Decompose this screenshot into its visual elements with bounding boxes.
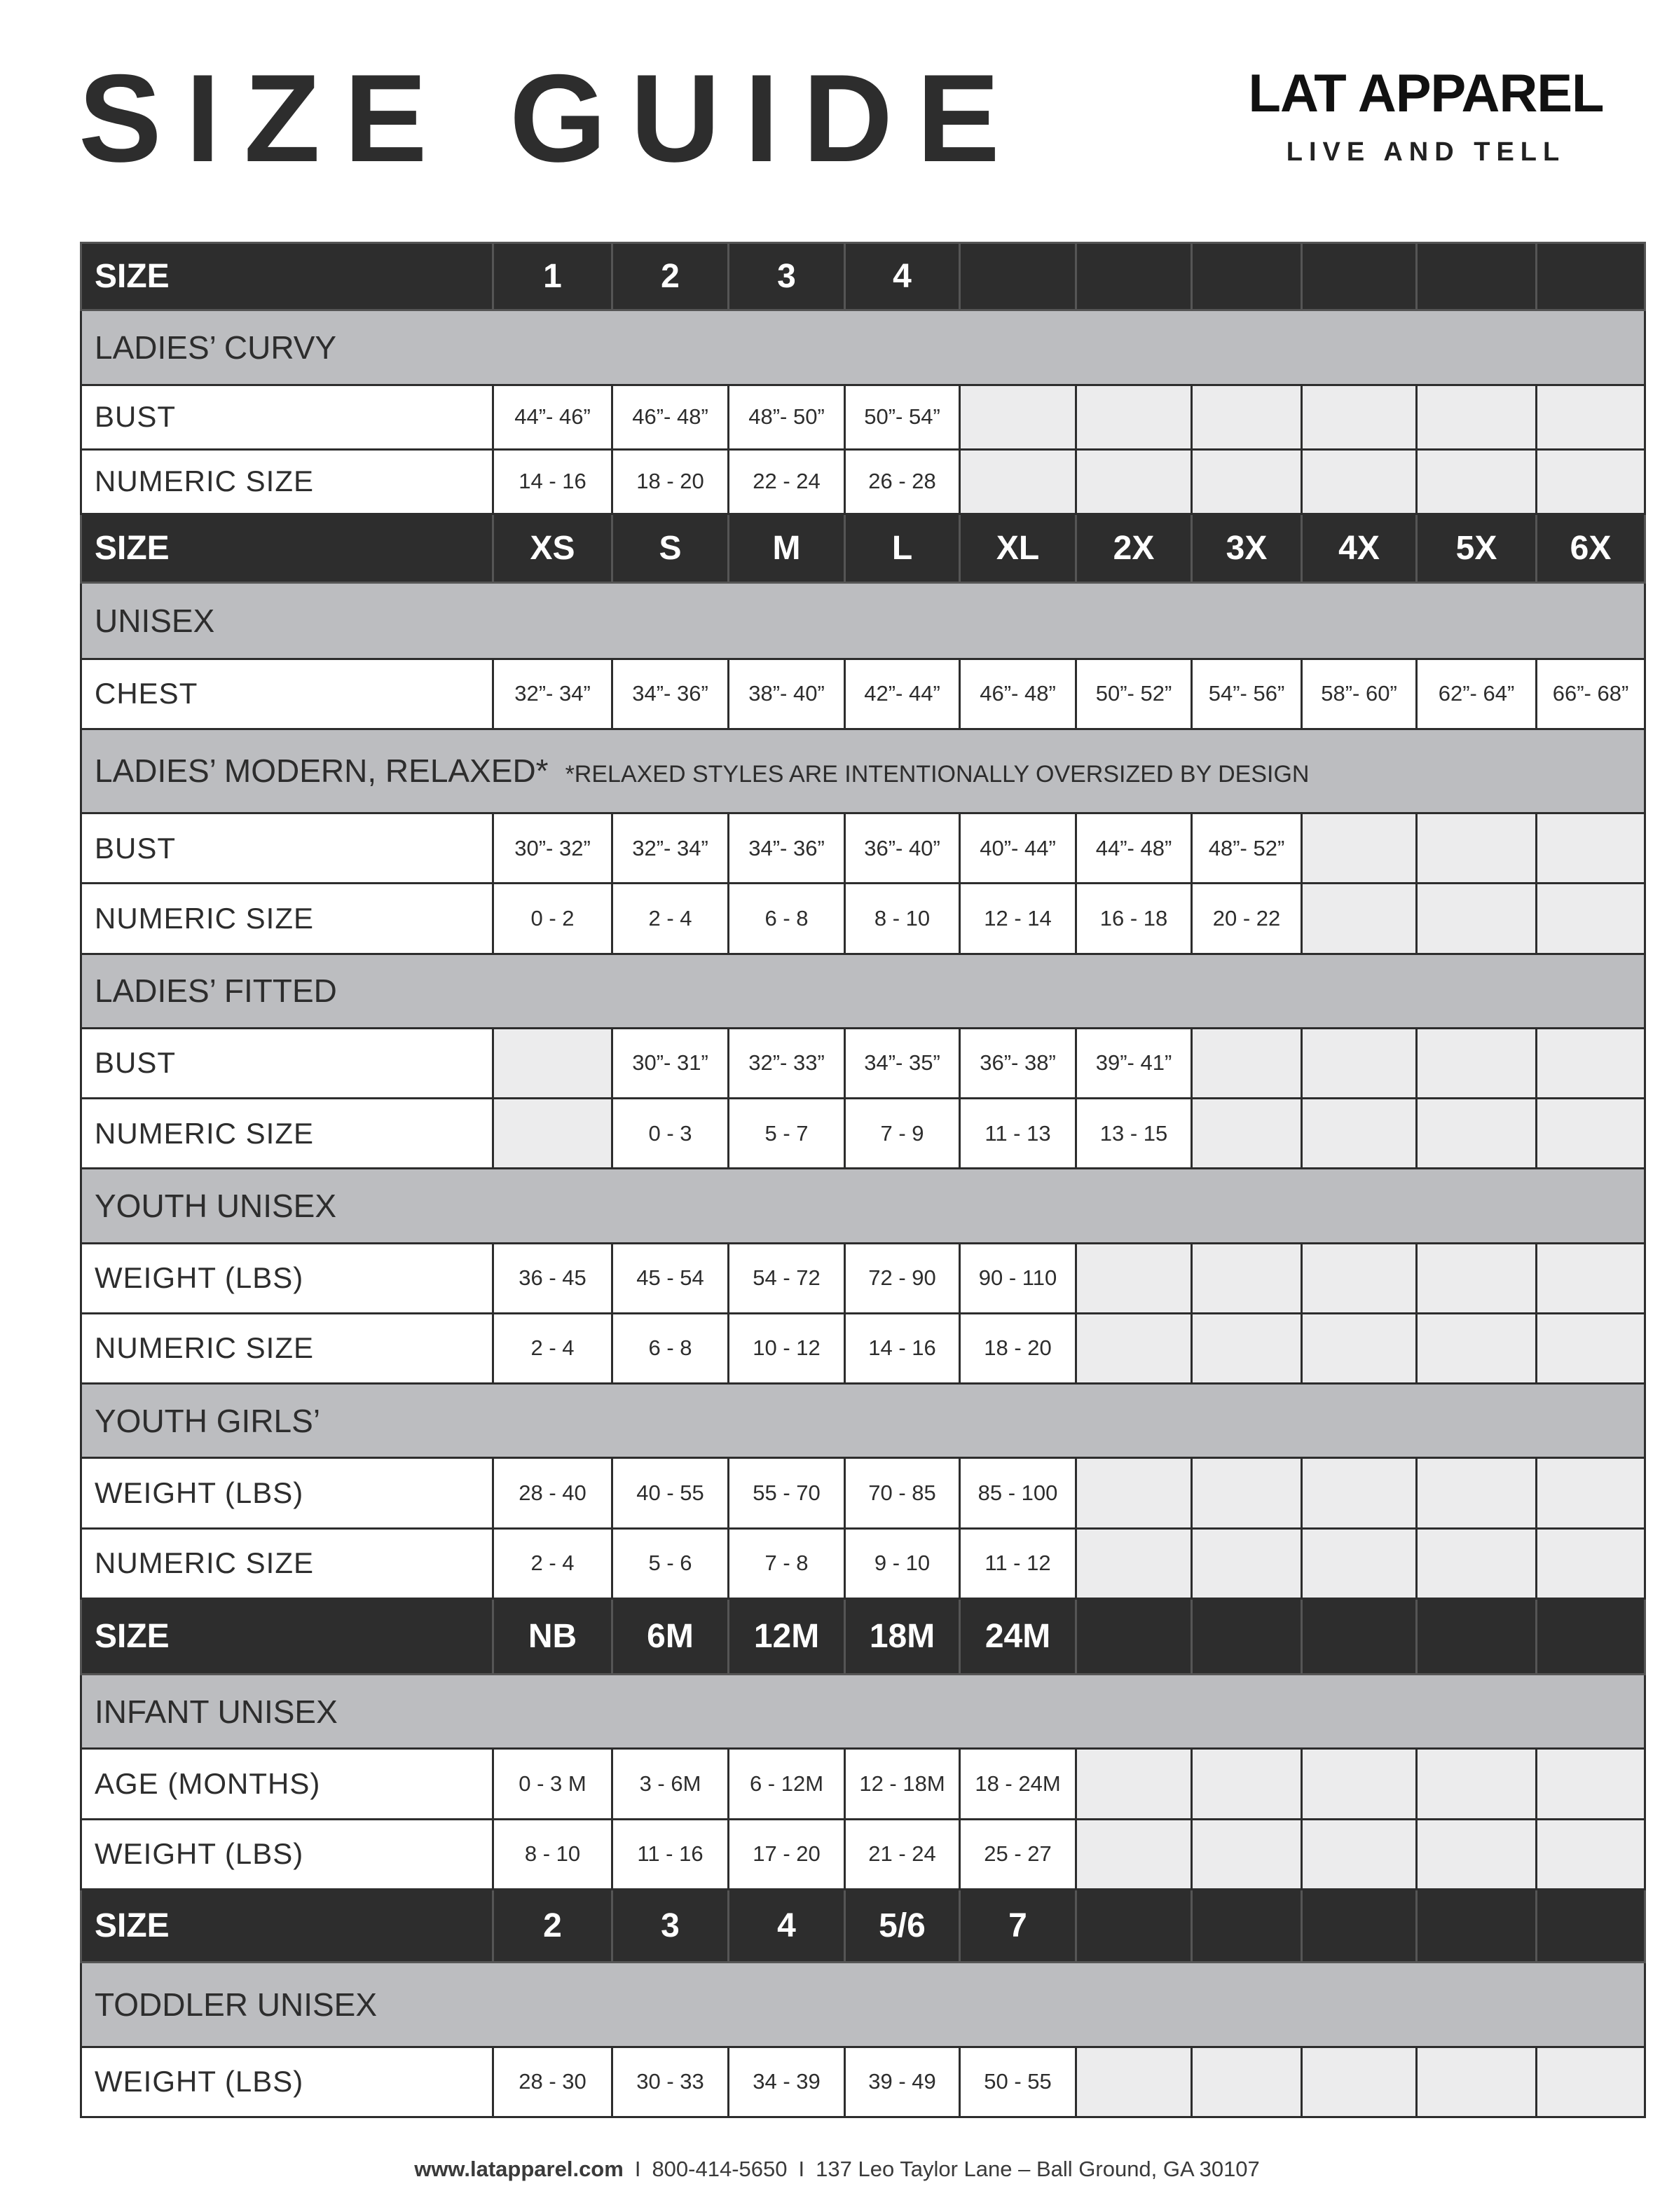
size-label: SIZE <box>81 1889 493 1962</box>
table-cell: 28 - 30 <box>493 2047 612 2117</box>
table-cell: 50 - 55 <box>960 2047 1076 2117</box>
row-label: WEIGHT (LBS) <box>81 1458 493 1528</box>
table-cell: 14 - 16 <box>845 1313 960 1383</box>
table-cell: 32”- 33” <box>729 1028 845 1098</box>
table-cell: 36”- 40” <box>845 813 960 884</box>
empty-cell <box>1192 1243 1302 1313</box>
empty-cell <box>1417 1099 1537 1169</box>
size-header-row <box>81 1598 1645 1674</box>
empty-cell <box>1537 1028 1645 1098</box>
empty-cell <box>1076 1749 1192 1819</box>
empty-cell <box>1076 449 1192 514</box>
empty-cell <box>1192 1313 1302 1383</box>
empty-cell <box>493 1028 612 1098</box>
table-cell: 18 - 20 <box>960 1313 1076 1383</box>
empty-cell <box>1417 1028 1537 1098</box>
footer-separator: I <box>798 2157 805 2181</box>
table-cell: 5 - 6 <box>612 1528 729 1598</box>
empty-cell <box>1302 1458 1417 1528</box>
empty-cell <box>1302 449 1417 514</box>
section-title-text: YOUTH GIRLS’ <box>95 1402 321 1439</box>
table-cell: 32”- 34” <box>612 813 729 884</box>
table-cell: 3 - 6M <box>612 1749 729 1819</box>
row-label: BUST <box>81 813 493 884</box>
empty-cell <box>1076 1819 1192 1889</box>
table-cell: 46”- 48” <box>960 659 1076 729</box>
empty-cell <box>1192 1819 1302 1889</box>
table-cell: 38”- 40” <box>729 659 845 729</box>
table-row <box>81 1749 1645 1819</box>
size-value: 2X <box>1076 514 1192 582</box>
size-value <box>1537 1889 1645 1962</box>
table-cell: 28 - 40 <box>493 1458 612 1528</box>
row-label: NUMERIC SIZE <box>81 1528 493 1598</box>
empty-cell <box>1417 1819 1537 1889</box>
empty-cell <box>1302 1528 1417 1598</box>
table-cell: 45 - 54 <box>612 1243 729 1313</box>
table-cell: 48”- 52” <box>1192 813 1302 884</box>
empty-cell <box>1192 2047 1302 2117</box>
empty-cell <box>1192 1749 1302 1819</box>
table-cell: 34”- 35” <box>845 1028 960 1098</box>
empty-cell <box>960 449 1076 514</box>
table-row <box>81 385 1645 449</box>
footer-address: 137 Leo Taylor Lane – Ball Ground, GA 30107 <box>816 2157 1260 2181</box>
table-cell: 10 - 12 <box>729 1313 845 1383</box>
empty-cell <box>1537 385 1645 449</box>
size-value: S <box>612 514 729 582</box>
size-header-row <box>81 243 1645 310</box>
brand-name: LAT APPAREL <box>1248 64 1604 123</box>
row-label: WEIGHT (LBS) <box>81 1819 493 1889</box>
table-row <box>81 813 1645 884</box>
table-row <box>81 884 1645 954</box>
size-value: XS <box>493 514 612 582</box>
empty-cell <box>1302 385 1417 449</box>
empty-cell <box>1537 1819 1645 1889</box>
size-header-row <box>81 514 1645 582</box>
table-cell: 66”- 68” <box>1537 659 1645 729</box>
size-value <box>1192 1598 1302 1674</box>
size-value: M <box>729 514 845 582</box>
table-cell: 18 - 20 <box>612 449 729 514</box>
table-cell: 34 - 39 <box>729 2047 845 2117</box>
empty-cell <box>1537 1099 1645 1169</box>
section-title-text: LADIES’ CURVY <box>95 329 337 366</box>
table-cell: 34”- 36” <box>729 813 845 884</box>
empty-cell <box>1076 1458 1192 1528</box>
size-value: 2 <box>493 1889 612 1962</box>
footer <box>0 2157 1674 2182</box>
size-value: 12M <box>729 1598 845 1674</box>
size-value <box>960 243 1076 310</box>
table-cell: 36”- 38” <box>960 1028 1076 1098</box>
section-header-row <box>81 1675 1645 1749</box>
table-cell: 26 - 28 <box>845 449 960 514</box>
size-label: SIZE <box>81 514 493 582</box>
table-cell: 30”- 31” <box>612 1028 729 1098</box>
size-value <box>1192 1889 1302 1962</box>
section-header-row <box>81 1963 1645 2047</box>
table-row <box>81 1313 1645 1383</box>
table-row <box>81 659 1645 729</box>
table-cell: 6 - 8 <box>612 1313 729 1383</box>
section-title-text: LADIES’ MODERN, RELAXED* <box>95 753 549 790</box>
size-value: 4 <box>729 1889 845 1962</box>
table-cell: 34”- 36” <box>612 659 729 729</box>
table-cell: 58”- 60” <box>1302 659 1417 729</box>
table-cell: 54 - 72 <box>729 1243 845 1313</box>
size-value: 1 <box>493 243 612 310</box>
empty-cell <box>1302 1313 1417 1383</box>
empty-cell <box>1302 2047 1417 2117</box>
table-cell: 11 - 12 <box>960 1528 1076 1598</box>
section-header-row <box>81 729 1645 813</box>
size-value: 3 <box>729 243 845 310</box>
size-value: 18M <box>845 1598 960 1674</box>
row-label: CHEST <box>81 659 493 729</box>
table-cell: 54”- 56” <box>1192 659 1302 729</box>
row-label: BUST <box>81 1028 493 1098</box>
row-label: WEIGHT (LBS) <box>81 2047 493 2117</box>
table-cell: 32”- 34” <box>493 659 612 729</box>
empty-cell <box>1417 813 1537 884</box>
table-cell: 40”- 44” <box>960 813 1076 884</box>
empty-cell <box>1537 2047 1645 2117</box>
empty-cell <box>1302 884 1417 954</box>
size-value: XL <box>960 514 1076 582</box>
empty-cell <box>1417 449 1537 514</box>
table-cell: 48”- 50” <box>729 385 845 449</box>
section-title <box>81 310 1645 385</box>
empty-cell <box>1076 1313 1192 1383</box>
empty-cell <box>1192 1099 1302 1169</box>
empty-cell <box>1417 1313 1537 1383</box>
size-value: 3X <box>1192 514 1302 582</box>
size-value <box>1537 243 1645 310</box>
empty-cell <box>1192 385 1302 449</box>
table-cell: 50”- 52” <box>1076 659 1192 729</box>
table-cell: 13 - 15 <box>1076 1099 1192 1169</box>
size-value <box>1537 1598 1645 1674</box>
size-value <box>1076 1889 1192 1962</box>
section-title <box>81 583 1645 659</box>
table-cell: 40 - 55 <box>612 1458 729 1528</box>
section-title-text: UNISEX <box>95 602 215 639</box>
section-title <box>81 729 1645 813</box>
size-header-row <box>81 1889 1645 1962</box>
table-cell: 12 - 14 <box>960 884 1076 954</box>
section-header-row <box>81 954 1645 1028</box>
row-label: BUST <box>81 385 493 449</box>
footer-website[interactable]: www.latapparel.com <box>414 2157 624 2181</box>
empty-cell <box>1417 1243 1537 1313</box>
section-header-row <box>81 310 1645 385</box>
section-note: *RELAXED STYLES ARE INTENTIONALLY OVERSIZED BY DESIGN <box>565 761 1310 788</box>
empty-cell <box>1076 2047 1192 2117</box>
empty-cell <box>1417 1458 1537 1528</box>
size-value: 7 <box>960 1889 1076 1962</box>
row-label: WEIGHT (LBS) <box>81 1243 493 1313</box>
section-header-row <box>81 1169 1645 1243</box>
empty-cell <box>1192 1458 1302 1528</box>
size-value: 24M <box>960 1598 1076 1674</box>
row-label: NUMERIC SIZE <box>81 1313 493 1383</box>
section-title-text: LADIES’ FITTED <box>95 973 337 1010</box>
brand-tagline: LIVE AND TELL <box>1286 137 1566 167</box>
brand-logo <box>1209 64 1643 167</box>
empty-cell <box>1537 449 1645 514</box>
empty-cell <box>1417 2047 1537 2117</box>
size-value <box>1302 243 1417 310</box>
table-cell: 42”- 44” <box>845 659 960 729</box>
empty-cell <box>1076 1243 1192 1313</box>
empty-cell <box>1537 1313 1645 1383</box>
empty-cell <box>960 385 1076 449</box>
size-guide-table <box>80 242 1646 2118</box>
table-cell: 18 - 24M <box>960 1749 1076 1819</box>
table-cell: 2 - 4 <box>493 1313 612 1383</box>
empty-cell <box>1302 1819 1417 1889</box>
section-title <box>81 1384 1645 1458</box>
table-cell: 6 - 12M <box>729 1749 845 1819</box>
empty-cell <box>1192 1028 1302 1098</box>
table-cell: 9 - 10 <box>845 1528 960 1598</box>
empty-cell <box>1417 884 1537 954</box>
table-cell: 5 - 7 <box>729 1099 845 1169</box>
size-value: 4X <box>1302 514 1417 582</box>
table-row <box>81 1099 1645 1169</box>
section-title <box>81 1963 1645 2047</box>
table-cell: 8 - 10 <box>845 884 960 954</box>
empty-cell <box>1302 1243 1417 1313</box>
section-title-text: INFANT UNISEX <box>95 1693 338 1730</box>
size-value: 6X <box>1537 514 1645 582</box>
table-cell: 44”- 46” <box>493 385 612 449</box>
table-cell: 0 - 3 M <box>493 1749 612 1819</box>
table-row <box>81 1819 1645 1889</box>
table-cell: 14 - 16 <box>493 449 612 514</box>
size-label: SIZE <box>81 1598 493 1674</box>
footer-phone: 800-414-5650 <box>652 2157 788 2181</box>
section-title-text: YOUTH UNISEX <box>95 1187 337 1224</box>
section-title-text: TODDLER UNISEX <box>95 1986 378 2023</box>
table-cell: 0 - 2 <box>493 884 612 954</box>
empty-cell <box>1302 1099 1417 1169</box>
empty-cell <box>1417 1749 1537 1819</box>
empty-cell <box>493 1099 612 1169</box>
empty-cell <box>1537 884 1645 954</box>
size-value <box>1417 1889 1537 1962</box>
empty-cell <box>1302 813 1417 884</box>
empty-cell <box>1192 1528 1302 1598</box>
table-row <box>81 2047 1645 2117</box>
table-row <box>81 1458 1645 1528</box>
size-value: 6M <box>612 1598 729 1674</box>
section-title <box>81 1169 1645 1243</box>
table-cell: 85 - 100 <box>960 1458 1076 1528</box>
empty-cell <box>1076 385 1192 449</box>
size-value <box>1302 1598 1417 1674</box>
table-cell: 16 - 18 <box>1076 884 1192 954</box>
table-cell: 2 - 4 <box>493 1528 612 1598</box>
empty-cell <box>1417 1528 1537 1598</box>
empty-cell <box>1076 1528 1192 1598</box>
table-cell: 50”- 54” <box>845 385 960 449</box>
table-cell: 30”- 32” <box>493 813 612 884</box>
table-cell: 0 - 3 <box>612 1099 729 1169</box>
empty-cell <box>1302 1028 1417 1098</box>
size-value: 2 <box>612 243 729 310</box>
size-value: 3 <box>612 1889 729 1962</box>
table-row <box>81 1028 1645 1098</box>
size-value: NB <box>493 1598 612 1674</box>
table-cell: 11 - 16 <box>612 1819 729 1889</box>
row-label: NUMERIC SIZE <box>81 1099 493 1169</box>
table-cell: 30 - 33 <box>612 2047 729 2117</box>
table-cell: 36 - 45 <box>493 1243 612 1313</box>
section-title <box>81 954 1645 1028</box>
table-cell: 11 - 13 <box>960 1099 1076 1169</box>
size-label: SIZE <box>81 243 493 310</box>
table-cell: 62”- 64” <box>1417 659 1537 729</box>
section-header-row <box>81 1384 1645 1458</box>
table-cell: 55 - 70 <box>729 1458 845 1528</box>
section-title <box>81 1675 1645 1749</box>
size-value: L <box>845 514 960 582</box>
table-row <box>81 1243 1645 1313</box>
table-cell: 6 - 8 <box>729 884 845 954</box>
size-value <box>1192 243 1302 310</box>
table-cell: 22 - 24 <box>729 449 845 514</box>
empty-cell <box>1537 1243 1645 1313</box>
table-cell: 39”- 41” <box>1076 1028 1192 1098</box>
row-label: NUMERIC SIZE <box>81 449 493 514</box>
empty-cell <box>1192 449 1302 514</box>
empty-cell <box>1302 1749 1417 1819</box>
table-row <box>81 1528 1645 1598</box>
table-cell: 7 - 9 <box>845 1099 960 1169</box>
empty-cell <box>1537 1458 1645 1528</box>
footer-separator: I <box>634 2157 641 2181</box>
empty-cell <box>1537 1749 1645 1819</box>
section-header-row <box>81 583 1645 659</box>
page-title: SIZE GUIDE <box>78 48 1024 188</box>
table-cell: 2 - 4 <box>612 884 729 954</box>
table-cell: 44”- 48” <box>1076 813 1192 884</box>
empty-cell <box>1537 813 1645 884</box>
row-label: AGE (MONTHS) <box>81 1749 493 1819</box>
table-cell: 21 - 24 <box>845 1819 960 1889</box>
table-cell: 17 - 20 <box>729 1819 845 1889</box>
table-cell: 72 - 90 <box>845 1243 960 1313</box>
size-value <box>1417 1598 1537 1674</box>
size-value: 5X <box>1417 514 1537 582</box>
empty-cell <box>1417 385 1537 449</box>
table-cell: 70 - 85 <box>845 1458 960 1528</box>
table-cell: 8 - 10 <box>493 1819 612 1889</box>
table-cell: 12 - 18M <box>845 1749 960 1819</box>
table-cell: 90 - 110 <box>960 1243 1076 1313</box>
size-value: 5/6 <box>845 1889 960 1962</box>
size-value <box>1076 1598 1192 1674</box>
table-cell: 7 - 8 <box>729 1528 845 1598</box>
size-value: 4 <box>845 243 960 310</box>
size-value <box>1302 1889 1417 1962</box>
row-label: NUMERIC SIZE <box>81 884 493 954</box>
table-cell: 20 - 22 <box>1192 884 1302 954</box>
empty-cell <box>1537 1528 1645 1598</box>
table-row <box>81 449 1645 514</box>
size-value <box>1076 243 1192 310</box>
size-value <box>1417 243 1537 310</box>
table-cell: 25 - 27 <box>960 1819 1076 1889</box>
table-cell: 46”- 48” <box>612 385 729 449</box>
table-cell: 39 - 49 <box>845 2047 960 2117</box>
